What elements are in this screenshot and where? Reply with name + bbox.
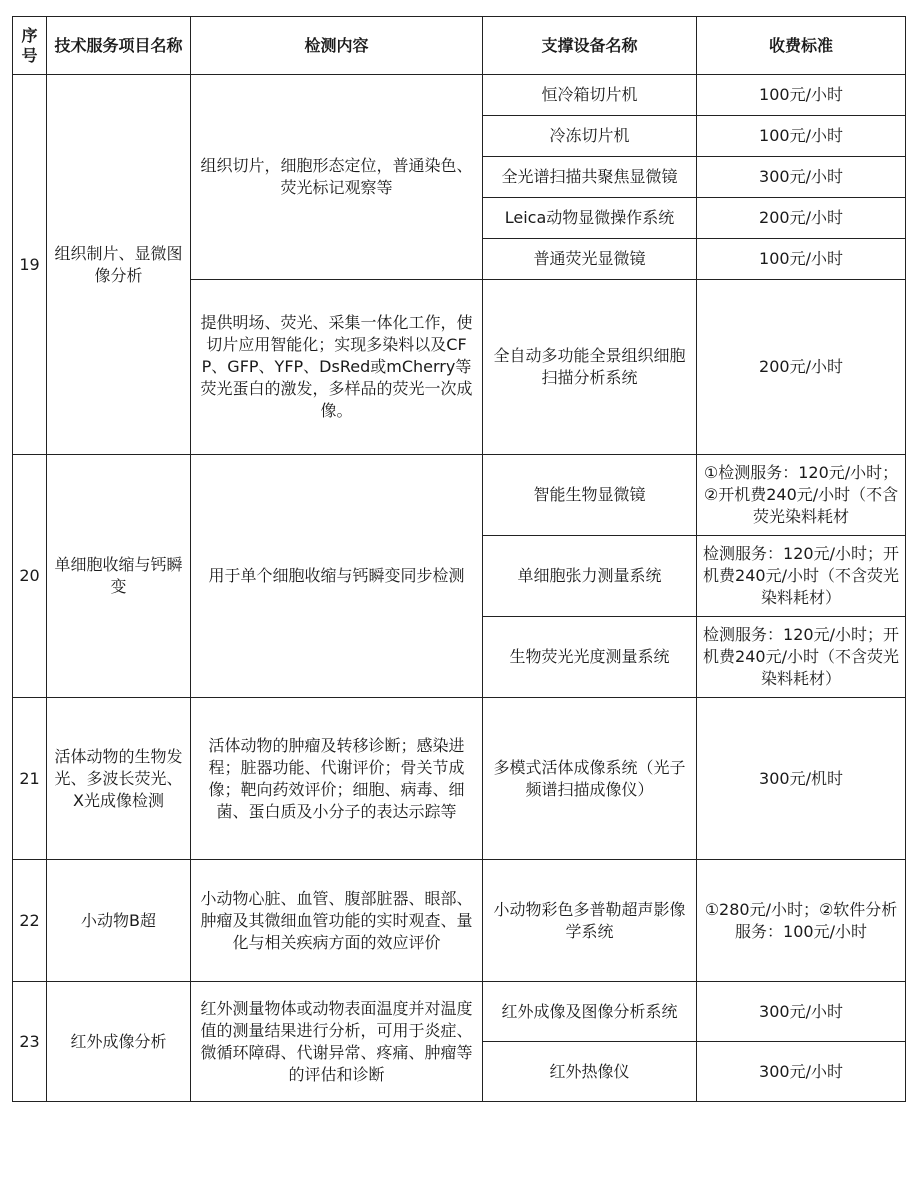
row-19-equipment-1: 恒冷箱切片机 (483, 75, 697, 116)
row-19-seq: 19 (13, 75, 47, 455)
row-19-fee-1: 100元/小时 (697, 75, 906, 116)
row-21-seq: 21 (13, 698, 47, 860)
row-22-content: 小动物心脏、血管、腹部脏器、眼部、肿瘤及其微细血管功能的实时观查、量化与相关疾病方面的效应评价 (191, 860, 483, 982)
row-19-equipment-6: 全自动多功能全景组织细胞扫描分析系统 (483, 280, 697, 455)
row-19-fee-2: 100元/小时 (697, 116, 906, 157)
row-19-fee-5: 100元/小时 (697, 239, 906, 280)
row-19-fee-6: 200元/小时 (697, 280, 906, 455)
row-19-name: 组织制片、显微图像分析 (47, 75, 191, 455)
row-22-name: 小动物B超 (47, 860, 191, 982)
row-21-name: 活体动物的生物发光、多波长荧光、 X光成像检测 (47, 698, 191, 860)
header-fee: 收费标准 (697, 17, 906, 75)
header-content: 检测内容 (191, 17, 483, 75)
row-19-content-b: 提供明场、荧光、采集一体化工作，使切片应用智能化；实现多染料以及CFP、GFP、YFP、DsRed或mCherry等荧光蛋白的激发，多样品的荧光一次成像。 (191, 280, 483, 455)
row-20-seq: 20 (13, 455, 47, 698)
row-19-content-a: 组织切片，细胞形态定位，普通染色、荧光标记观察等 (191, 75, 483, 280)
row-20-fee-2: 检测服务：120元/小时；开机费240元/小时（不含荧光染料耗材） (697, 536, 906, 617)
header-name: 技术服务项目名称 (47, 17, 191, 75)
row-23-content: 红外测量物体或动物表面温度并对温度值的测量结果进行分析，可用于炎症、微循环障碍、代谢异常、疼痛、肿瘤等的评估和诊断 (191, 982, 483, 1102)
row-22-fee: ①280元/小时；②软件分析服务：100元/小时 (697, 860, 906, 982)
row-19-equipment-5: 普通荧光显微镜 (483, 239, 697, 280)
row-21-equipment: 多模式活体成像系统（光子频谱扫描成像仪） (483, 698, 697, 860)
table-row (13, 75, 906, 116)
row-20-equipment-2: 单细胞张力测量系统 (483, 536, 697, 617)
table-row (13, 698, 906, 860)
row-23-equipment-2: 红外热像仪 (483, 1042, 697, 1102)
row-22-equipment: 小动物彩色多普勒超声影像学系统 (483, 860, 697, 982)
header-row (13, 17, 906, 75)
row-23-fee-2: 300元/小时 (697, 1042, 906, 1102)
row-23-fee-1: 300元/小时 (697, 982, 906, 1042)
row-22-seq: 22 (13, 860, 47, 982)
row-20-name: 单细胞收缩与钙瞬变 (47, 455, 191, 698)
row-19-fee-4: 200元/小时 (697, 198, 906, 239)
row-20-content: 用于单个细胞收缩与钙瞬变同步检测 (191, 455, 483, 698)
header-seq: 序号 (13, 17, 47, 75)
row-19-equipment-2: 冷冻切片机 (483, 116, 697, 157)
row-23-equipment-1: 红外成像及图像分析系统 (483, 982, 697, 1042)
row-20-equipment-3: 生物荧光光度测量系统 (483, 617, 697, 698)
table-row (13, 455, 906, 536)
row-19-equipment-3: 全光谱扫描共聚焦显微镜 (483, 157, 697, 198)
header-equipment: 支撑设备名称 (483, 17, 697, 75)
row-20-fee-3: 检测服务：120元/小时；开机费240元/小时（不含荧光染料耗材） (697, 617, 906, 698)
fee-table (12, 16, 906, 1102)
row-21-content: 活体动物的肿瘤及转移诊断；感染进程；脏器功能、代谢评价；骨关节成像；靶向药效评价；细胞、病毒、细菌、蛋白质及小分子的表达示踪等 (191, 698, 483, 860)
row-20-equipment-1: 智能生物显微镜 (483, 455, 697, 536)
row-19-fee-3: 300元/小时 (697, 157, 906, 198)
row-19-equipment-4: Leica动物显微操作系统 (483, 198, 697, 239)
row-20-fee-1: ①检测服务：120元/小时；②开机费240元/小时（不含荧光染料耗材 (697, 455, 906, 536)
table-row (13, 982, 906, 1042)
row-21-fee: 300元/机时 (697, 698, 906, 860)
table-row (13, 860, 906, 982)
row-23-seq: 23 (13, 982, 47, 1102)
row-23-name: 红外成像分析 (47, 982, 191, 1102)
